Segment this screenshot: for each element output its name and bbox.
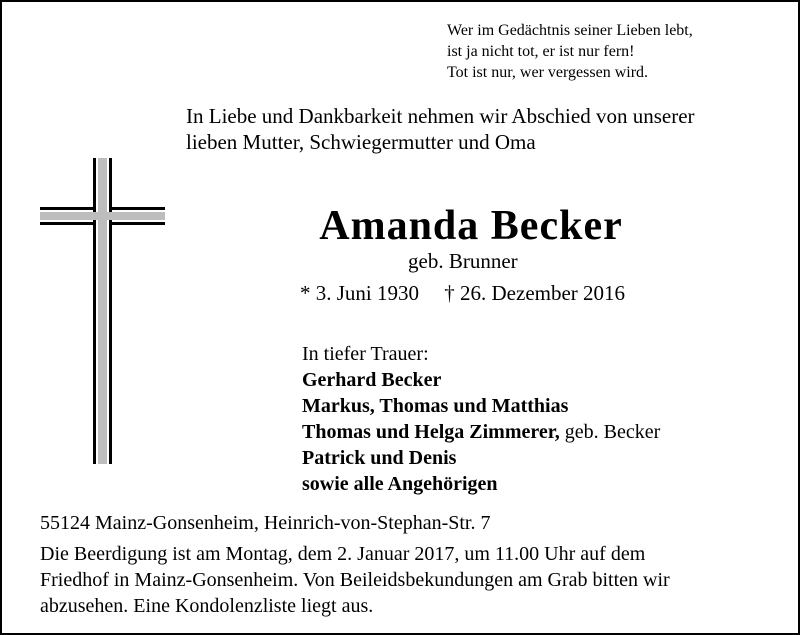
- mourner-name: Thomas und Helga Zimmerer,: [302, 421, 560, 443]
- mourner-entry: [302, 367, 660, 393]
- mourners-list: [301, 341, 660, 497]
- cross-vertical-shade: [98, 158, 107, 464]
- cross-center-shade: [93, 212, 112, 220]
- cross-horizontal-line-bottom: [40, 222, 93, 225]
- funeral-line: Friedhof in Mainz-Gonsenheim. Von Beileidsbekundungen am Grab bitten wir: [40, 569, 670, 591]
- birth-name: geb. Brunner: [408, 249, 518, 273]
- intro-line: In Liebe und Dankbarkeit nehmen wir Abschied von unserer: [186, 104, 695, 128]
- cross-vertical-line-left: [93, 158, 96, 464]
- cross-vertical-line-right: [109, 158, 112, 464]
- latin-cross-icon: [40, 158, 165, 464]
- deceased-name: Amanda Becker: [319, 203, 623, 249]
- funeral-notice: [40, 541, 670, 619]
- mourner-name: Gerhard Becker: [302, 369, 442, 391]
- mourner-name: sowie alle Angehörigen: [302, 473, 498, 495]
- birth-date: * 3. Juni 1930: [300, 281, 420, 305]
- funeral-line: abzusehen. Eine Kondolenzliste liegt aus.: [40, 595, 374, 617]
- mourner-suffix: geb. Becker: [559, 421, 661, 443]
- intro-text: [186, 103, 695, 155]
- mourner-entry: [302, 471, 660, 497]
- motto-line: Wer im Gedächtnis seiner Lieben lebt,: [447, 22, 693, 39]
- funeral-line: Die Beerdigung ist am Montag, dem 2. Januar 2017, um 11.00 Uhr auf dem: [40, 543, 646, 565]
- mourners-lead: In tiefer Trauer:: [302, 343, 429, 365]
- motto-poem: [447, 20, 693, 83]
- mourner-entry: [302, 445, 660, 471]
- cross-horizontal-line-bottom: [112, 222, 165, 225]
- motto-line: ist ja nicht tot, er ist nur fern!: [447, 43, 635, 60]
- mourner-name: Patrick und Denis: [302, 447, 457, 469]
- cross-horizontal-line-top: [112, 207, 165, 210]
- family-address: 55124 Mainz-Gonsenheim, Heinrich-von-Stephan-Str. 7: [40, 512, 491, 534]
- intro-line: lieben Mutter, Schwiegermutter und Oma: [186, 130, 536, 154]
- mourner-name: Markus, Thomas und Matthias: [302, 395, 569, 417]
- mourner-entry: [302, 393, 660, 419]
- motto-line: Tot ist nur, wer vergessen wird.: [447, 64, 649, 81]
- cross-horizontal-line-top: [40, 207, 93, 210]
- mourner-entry: [302, 419, 660, 445]
- life-dates: [300, 280, 625, 306]
- death-date: † 26. Dezember 2016: [444, 281, 626, 305]
